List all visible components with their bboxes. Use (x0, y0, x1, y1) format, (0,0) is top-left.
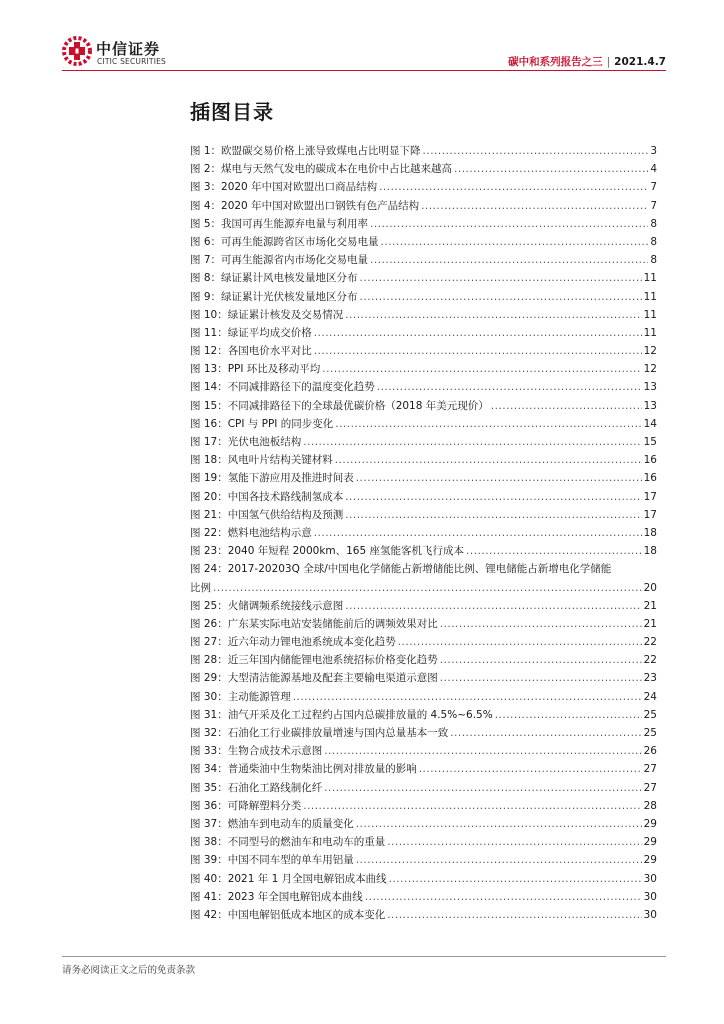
toc-item[interactable] (190, 451, 657, 469)
toc-leader-dots (314, 324, 642, 342)
toc-item-label: 图 16：CPI 与 PPI 的同步变化 (190, 417, 334, 430)
toc-page-number: 29 (643, 836, 657, 849)
toc-page-number: 11 (643, 326, 657, 339)
toc-item[interactable] (190, 178, 657, 196)
toc-item[interactable] (190, 560, 657, 596)
toc-leader-dots (365, 888, 642, 906)
toc-item[interactable] (190, 688, 657, 706)
toc-leader-dots (213, 579, 642, 597)
toc-item-label: 图 28：近三年国内储能锂电池系统招标价格变化趋势 (190, 654, 438, 667)
toc-leader-dots (377, 378, 642, 396)
toc-item[interactable] (190, 506, 657, 524)
toc-leader-dots (370, 251, 648, 269)
toc-page-number: 28 (643, 799, 657, 812)
toc-leader-dots (370, 215, 648, 233)
toc-page-number: 11 (643, 272, 657, 285)
toc-item-label: 图 26：广东某实际电站安装储能前后的调频效果对比 (190, 617, 438, 630)
toc-item-label: 图 14：不同减排路径下的温度变化趋势 (190, 381, 375, 394)
toc-item-label: 图 12：各国电价水平对比 (190, 345, 312, 358)
toc-item-label: 图 39：中国不同车型的单车用铝量 (190, 854, 354, 867)
toc-leader-dots (491, 397, 642, 415)
toc-item-continuation (190, 579, 657, 597)
toc-item[interactable] (190, 706, 657, 724)
toc-leader-dots (345, 306, 641, 324)
toc-page-number: 20 (643, 581, 657, 594)
toc-item-label: 图 8：绿证累计风电核发量地区分布 (190, 272, 358, 285)
toc-page-number: 23 (643, 672, 657, 685)
toc-item[interactable] (190, 779, 657, 797)
toc-page-number: 14 (643, 417, 657, 430)
toc-item[interactable] (190, 433, 657, 451)
toc-leader-dots (345, 506, 641, 524)
toc-item-label: 图 2：煤电与天然气发电的碳成本在电价中占比越来越高 (190, 163, 453, 176)
toc-leader-dots (440, 669, 642, 687)
toc-page-number: 12 (643, 345, 657, 358)
toc-page-number: 15 (643, 436, 657, 448)
toc-item[interactable] (190, 360, 657, 378)
toc-item[interactable] (190, 851, 657, 869)
figure-list (190, 142, 657, 924)
toc-page-number: 8 (650, 235, 657, 248)
toc-item-label: 图 32：石油化工行业碳排放量增速与国内总量基本一致 (190, 727, 449, 739)
citic-logo-icon (62, 36, 92, 66)
toc-item-label: 图 33：生物合成技术示意图 (190, 745, 323, 758)
toc-item[interactable] (190, 524, 657, 542)
toc-page-number: 18 (643, 526, 657, 539)
toc-leader-dots (421, 197, 648, 215)
toc-page-number: 3 (650, 145, 657, 157)
toc-item[interactable] (190, 906, 657, 924)
toc-page-number: 29 (643, 854, 657, 867)
toc-leader-dots (381, 233, 649, 251)
toc-item-label: 图 11：绿证平均成交价格 (190, 326, 312, 339)
toc-page-number: 22 (643, 654, 657, 667)
toc-item-label: 图 24：2017-20203Q 全球/中国电化学储能占新增储能比例、锂电储能占新增电化学储能 (190, 563, 612, 576)
toc-item[interactable] (190, 488, 657, 506)
toc-item-label: 图 23：2040 年短程 2000km、165 座氢能客机飞行成本 (190, 545, 465, 558)
toc-page-number: 13 (643, 381, 657, 394)
toc-page-number: 8 (650, 254, 657, 267)
toc-item-label: 图 31：油气开采及化工过程约占国内总碳排放量的 4.5%~6.5% (190, 708, 493, 721)
logo-name-cn: 中信证券 (96, 40, 161, 58)
toc-item-label: 图 19：氢能下游应用及推进时间表 (190, 472, 354, 485)
toc-item[interactable] (190, 724, 657, 742)
toc-item[interactable] (190, 669, 657, 687)
toc-page-number: 24 (643, 690, 657, 703)
toc-item[interactable] (190, 615, 657, 633)
toc-page-number: 25 (643, 708, 657, 721)
toc-leader-dots (314, 524, 642, 542)
toc-page-number: 8 (650, 217, 657, 230)
toc-item-label: 图 40：2021 年 1 月全国电解铝成本曲线 (190, 872, 387, 885)
toc-item[interactable] (190, 142, 657, 160)
toc-page-number: 16 (643, 454, 657, 467)
toc-item[interactable] (190, 742, 657, 760)
toc-item-label: 图 27：近六年动力锂电池系统成本变化趋势 (190, 636, 396, 649)
footer-divider (62, 956, 666, 957)
toc-page-number: 30 (643, 872, 657, 885)
toc-leader-dots (324, 779, 641, 797)
toc-item[interactable] (190, 269, 657, 287)
toc-item-label: 图 6：可再生能源跨省区市场化交易电量 (190, 235, 379, 248)
toc-item-label: 图 29：大型清洁能源基地及配套主要输电渠道示意图 (190, 672, 438, 685)
toc-item-label: 图 25：火储调频系统接线示意图 (190, 599, 344, 612)
toc-page-number: 16 (643, 472, 657, 485)
toc-item[interactable] (190, 469, 657, 487)
toc-page-number: 29 (643, 817, 657, 830)
report-series: 碳中和系列报告之三 (508, 56, 603, 68)
toc-item-label: 图 20：中国各技术路线制氢成本 (190, 490, 344, 503)
report-header (508, 54, 666, 69)
footer-disclaimer: 请务必阅读正文之后的免责条款 (62, 965, 196, 976)
toc-item[interactable] (190, 342, 657, 360)
toc-item-label: 图 15：不同减排路径下的全球最优碳价格（2018 年美元现价） (190, 399, 489, 412)
toc-leader-dots (450, 724, 641, 742)
toc-leader-dots (356, 469, 642, 487)
toc-leader-dots (389, 870, 642, 888)
toc-page-number: 22 (643, 636, 657, 649)
toc-item[interactable] (190, 324, 657, 342)
toc-leader-dots (345, 597, 641, 615)
toc-leader-dots (356, 851, 642, 869)
toc-item-label: 图 10：绿证累计核发及交易情况 (190, 308, 344, 321)
toc-leader-dots (335, 451, 642, 469)
toc-item-label: 图 4：2020 年中国对欧盟出口钢铁有色产品结构 (190, 199, 420, 212)
header-divider (62, 70, 666, 71)
toc-item-label: 图 37：燃油车到电动车的质量变化 (190, 817, 354, 830)
toc-item-label: 图 1：欧盟碳交易价格上涨导致煤电占比明显下降 (190, 145, 421, 157)
toc-page-number: 12 (643, 363, 657, 376)
toc-item-label: 图 36：可降解塑料分类 (190, 799, 302, 812)
toc-item[interactable] (190, 597, 657, 615)
toc-page-number: 25 (643, 727, 657, 739)
toc-item-label: 图 7：可再生能源省内市场化交易电量 (190, 254, 369, 267)
toc-leader-dots (345, 488, 641, 506)
toc-item-label: 图 17：光伏电池板结构 (190, 436, 302, 448)
toc-leader-dots (322, 360, 641, 378)
toc-item[interactable] (190, 397, 657, 415)
toc-page-number: 7 (650, 199, 657, 212)
toc-page-number: 27 (643, 781, 657, 794)
company-logo (62, 34, 182, 70)
page-title: 插图目录 (190, 100, 274, 124)
toc-leader-dots (314, 342, 642, 360)
toc-leader-dots (293, 688, 642, 706)
toc-leader-dots (440, 615, 642, 633)
toc-leader-dots (379, 178, 648, 196)
toc-page-number: 4 (650, 163, 657, 176)
toc-item[interactable] (190, 251, 657, 269)
toc-item[interactable] (190, 306, 657, 324)
toc-item[interactable] (190, 415, 657, 433)
toc-leader-dots (303, 433, 641, 451)
toc-item[interactable] (190, 760, 657, 778)
toc-item-label: 图 22：燃料电池结构示意 (190, 526, 312, 539)
toc-page-number: 21 (643, 617, 657, 630)
toc-item-label: 图 41：2023 年全国电解铝成本曲线 (190, 890, 363, 903)
toc-leader-dots (387, 833, 641, 851)
toc-leader-dots (495, 706, 642, 724)
toc-leader-dots (423, 142, 649, 160)
toc-page-number: 21 (643, 599, 657, 612)
toc-item-label: 图 42：中国电解铝低成本地区的成本变化 (190, 908, 386, 921)
toc-item[interactable] (190, 833, 657, 851)
toc-page-number: 7 (650, 181, 657, 194)
toc-leader-dots (466, 542, 642, 560)
toc-item[interactable] (190, 233, 657, 251)
toc-page-number: 17 (643, 490, 657, 503)
toc-item[interactable] (190, 888, 657, 906)
toc-leader-dots (324, 742, 641, 760)
toc-item[interactable] (190, 870, 657, 888)
toc-leader-dots (440, 651, 642, 669)
toc-item[interactable] (190, 288, 657, 306)
toc-item[interactable] (190, 197, 657, 215)
toc-leader-dots (356, 815, 642, 833)
toc-page-number: 30 (643, 890, 657, 903)
toc-item[interactable] (190, 542, 657, 560)
toc-leader-dots (387, 906, 641, 924)
toc-item[interactable] (190, 797, 657, 815)
toc-item[interactable] (190, 815, 657, 833)
toc-page-number: 13 (643, 399, 657, 412)
toc-page-number: 17 (643, 508, 657, 521)
toc-item[interactable] (190, 651, 657, 669)
toc-item-label: 图 13：PPI 环比及移动平均 (190, 363, 321, 376)
toc-page-number: 18 (643, 545, 657, 558)
header-separator: | (606, 56, 611, 68)
toc-leader-dots (303, 797, 641, 815)
toc-leader-dots (398, 633, 642, 651)
toc-page-number: 11 (643, 290, 657, 303)
logo-name-en: CITIC SECURITIES (97, 57, 167, 66)
toc-leader-dots (419, 760, 642, 778)
toc-page-number: 27 (643, 763, 657, 776)
toc-page-number: 26 (643, 745, 657, 758)
toc-leader-dots (335, 415, 641, 433)
toc-item-label: 图 38：不同型号的燃油车和电动车的重量 (190, 836, 386, 849)
toc-item-label: 图 21：中国氢气供给结构及预测 (190, 508, 344, 521)
toc-item[interactable] (190, 378, 657, 396)
toc-leader-dots (454, 160, 648, 178)
toc-item-label: 图 34：普通柴油中生物柴油比例对排放量的影响 (190, 763, 417, 776)
toc-page-number: 11 (643, 308, 657, 321)
toc-item-label: 图 18：风电叶片结构关键材料 (190, 454, 333, 467)
toc-item[interactable] (190, 633, 657, 651)
toc-leader-dots (360, 269, 642, 287)
toc-item[interactable] (190, 215, 657, 233)
toc-item-label: 图 5：我国可再生能源弃电量与利用率 (190, 217, 369, 230)
toc-item-label: 图 9：绿证累计光伏核发量地区分布 (190, 290, 358, 303)
toc-leader-dots (360, 288, 642, 306)
toc-item-label: 图 35：石油化工路线制化纤 (190, 781, 323, 794)
toc-item-label-continued: 比例 (190, 581, 211, 594)
toc-item[interactable] (190, 160, 657, 178)
toc-item-label: 图 3：2020 年中国对欧盟出口商品结构 (190, 181, 378, 194)
report-date: 2021.4.7 (614, 56, 666, 68)
toc-page-number: 30 (643, 908, 657, 921)
toc-item-label: 图 30：主动能源管理 (190, 690, 291, 703)
